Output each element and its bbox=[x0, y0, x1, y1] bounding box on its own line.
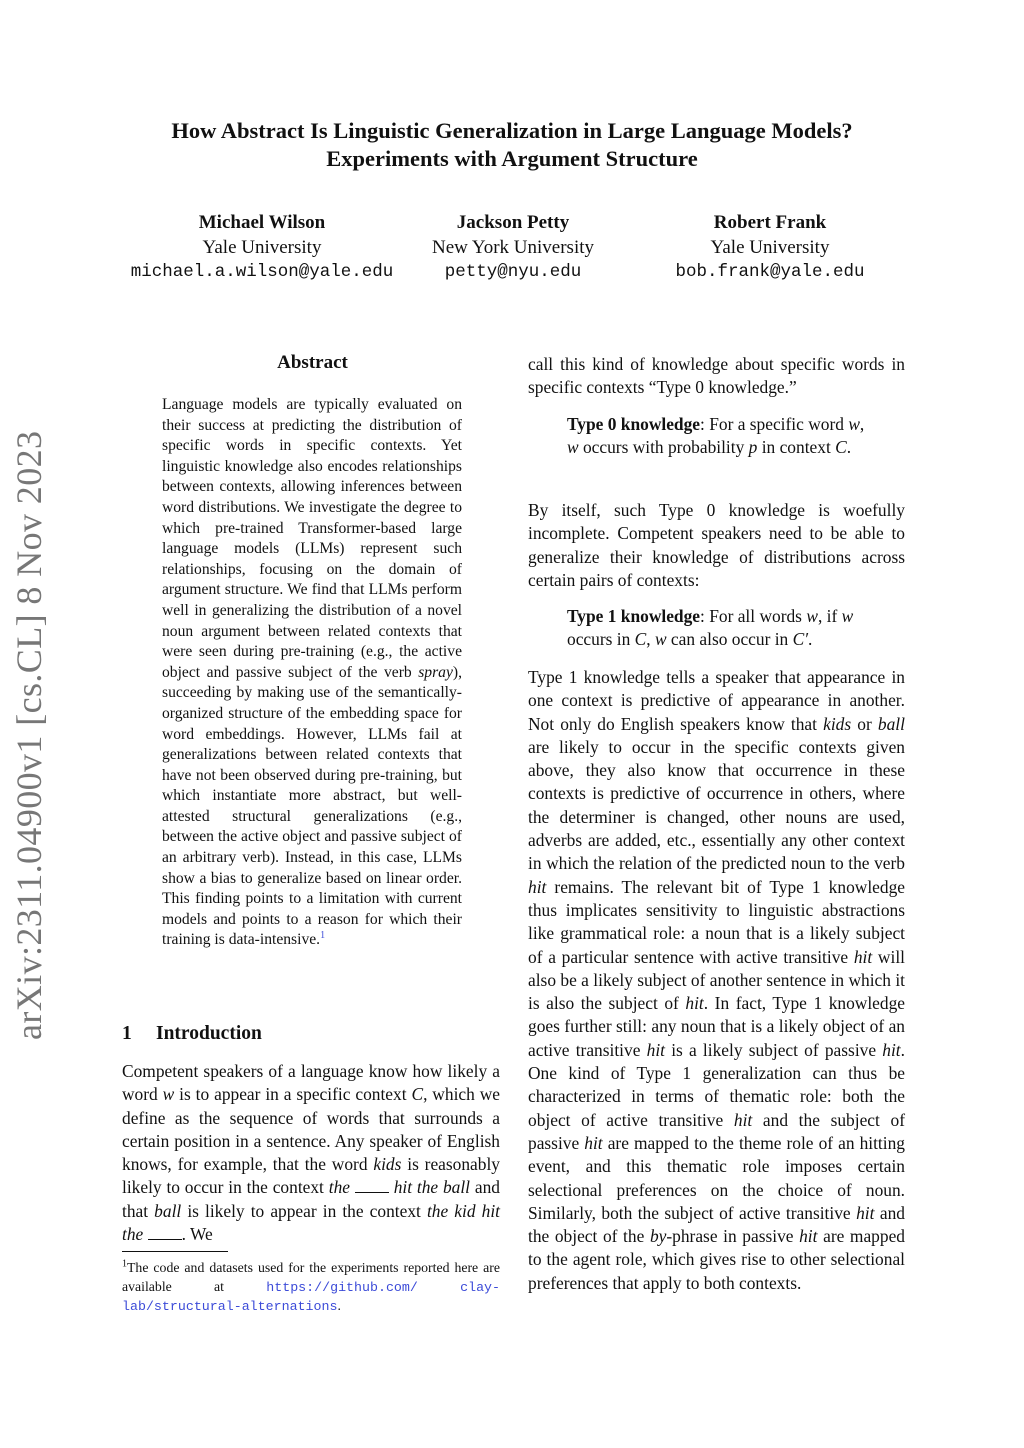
footnote-link-2[interactable]: clay-lab/structural-alternations bbox=[122, 1279, 501, 1315]
right-paragraph-2: By itself, such Type 0 knowledge is woefully incomplete. Competent speakers need to be able to generalize their knowledge of distributions across certain pairs of contexts: bbox=[528, 500, 905, 590]
footnote-ref[interactable]: 1 bbox=[320, 930, 326, 942]
intro-paragraph: Competent speakers of a language know how likely a word w is to appear in a specific context C, which we define as the sequence of words that surrounds a certain position in a sentence. Any speaker of English knows, for example, that the word kids is reasonably likely to occur in the context the hit the ball and that ball is likely to appear in the context the kid hit the . We bbox=[122, 1061, 500, 1245]
section-title: Introduction bbox=[156, 1023, 262, 1044]
section-number: 1 bbox=[122, 1023, 132, 1044]
type1-definition: Type 1 knowledge: For all words w, if w occurs in C, w can also occur in C′. bbox=[567, 606, 854, 650]
author-affiliation: New York University bbox=[431, 237, 595, 258]
author-name: Robert Frank bbox=[713, 212, 827, 233]
author-name: Michael Wilson bbox=[198, 212, 326, 233]
right-paragraph-1: call this kind of knowledge about specific words in specific contexts “Type 0 knowledge.” bbox=[528, 354, 905, 398]
type0-definition: Type 0 knowledge: For a specific word w, w occurs with probability p in context C. bbox=[567, 414, 865, 458]
abstract-body: Language models are typically evaluated on their success at predicting the distribution of specific words in specific contexts. Yet linguistic knowledge also encodes relationships between contexts, allowing inferences between word distributions. We investigate the degree to which pre-trained Transformer-based large language models (LLMs) represent such relationships, focusing on the domain of argument structure. We find that LLMs perform well in generalizing the distribution of a novel noun argument between related contexts that were seen during pre-training (e.g., the active object and passive subject of the verb spray), succeeding by making use of the semantically-organized structure of the embedding space for word embeddings. However, LLMs fail at generalizations between related contexts that have not been observed during pre-training, but which instantiate more abstract, but well-attested structural generalizations (e.g., between the active object and passive subject of an arbitrary verb). Instead, in this case, LLMs show a bias to generalize based on linear order. This finding points to a limitation with current models and points to a reason for which their training is data-intensive.$^1$ bbox=[162, 396, 462, 949]
footnote-rule bbox=[122, 1251, 228, 1252]
abstract-heading: Abstract bbox=[277, 352, 348, 373]
author-name: Jackson Petty bbox=[456, 212, 570, 233]
blank-slot bbox=[355, 1178, 389, 1193]
author-email[interactable]: petty@nyu.edu bbox=[444, 262, 582, 282]
author-email[interactable]: michael.a.wilson@yale.edu bbox=[130, 262, 394, 282]
author-block-3 bbox=[610, 210, 930, 285]
author-affiliation: Yale University bbox=[710, 237, 830, 258]
author-email[interactable]: bob.frank@yale.edu bbox=[675, 262, 865, 282]
paper-title bbox=[0, 117, 1024, 173]
blank-slot bbox=[148, 1225, 182, 1240]
footnote-link[interactable]: https://github.com/ bbox=[266, 1279, 418, 1295]
footnote-mark: 1 bbox=[122, 1258, 127, 1270]
title-line-2: Experiments with Argument Structure bbox=[326, 146, 698, 171]
right-paragraph-3: Type 1 knowledge tells a speaker that appearance in one context is predictive of appearance in another. Not only do English speakers know that kids or ball are likely to occur in the specific contexts given above, they also know that occurrence in these contexts is predictive of occurrence in others, where the determiner is changed, other nouns are used, adverbs are added, etc., essentially any other context in which the relation of the predicted noun to the verb hit remains. The relevant bit of Type 1 knowledge thus implicates sensitivity to linguistic abstractions like grammatical role: a noun that is a likely subject of a particular sentence with active transitive hit will also be a likely subject of another sentence in which it is also the subject of hit. In fact, Type 1 knowledge goes further still: any noun that is a likely object of an active transitive hit is a likely subject of passive hit. One kind of Type 1 generalization can thus be characterized in terms of thematic role: both the object of active transitive hit and the subject of passive hit are mapped to the theme role of an hitting event, and this thematic role imposes certain selectional preferences on the choice of noun. Similarly, both the subject of active transitive hit and the object of the by-phrase in passive hit are mapped to the agent role, which gives rise to other selectional preferences that apply to both contexts. bbox=[528, 667, 905, 1293]
section-heading bbox=[122, 1023, 262, 1045]
footnote: $^1$The code and datasets used for the experiments reported here are available at https://github.com/ clay-lab/structural-alternations. bbox=[122, 1258, 501, 1315]
title-line-1: How Abstract Is Linguistic Generalization in Large Language Models? bbox=[171, 118, 853, 143]
arxiv-side-label: arXiv:2311.04900v1 [cs.CL] 8 Nov 2023 bbox=[9, 430, 49, 1040]
author-affiliation: Yale University bbox=[202, 237, 322, 258]
